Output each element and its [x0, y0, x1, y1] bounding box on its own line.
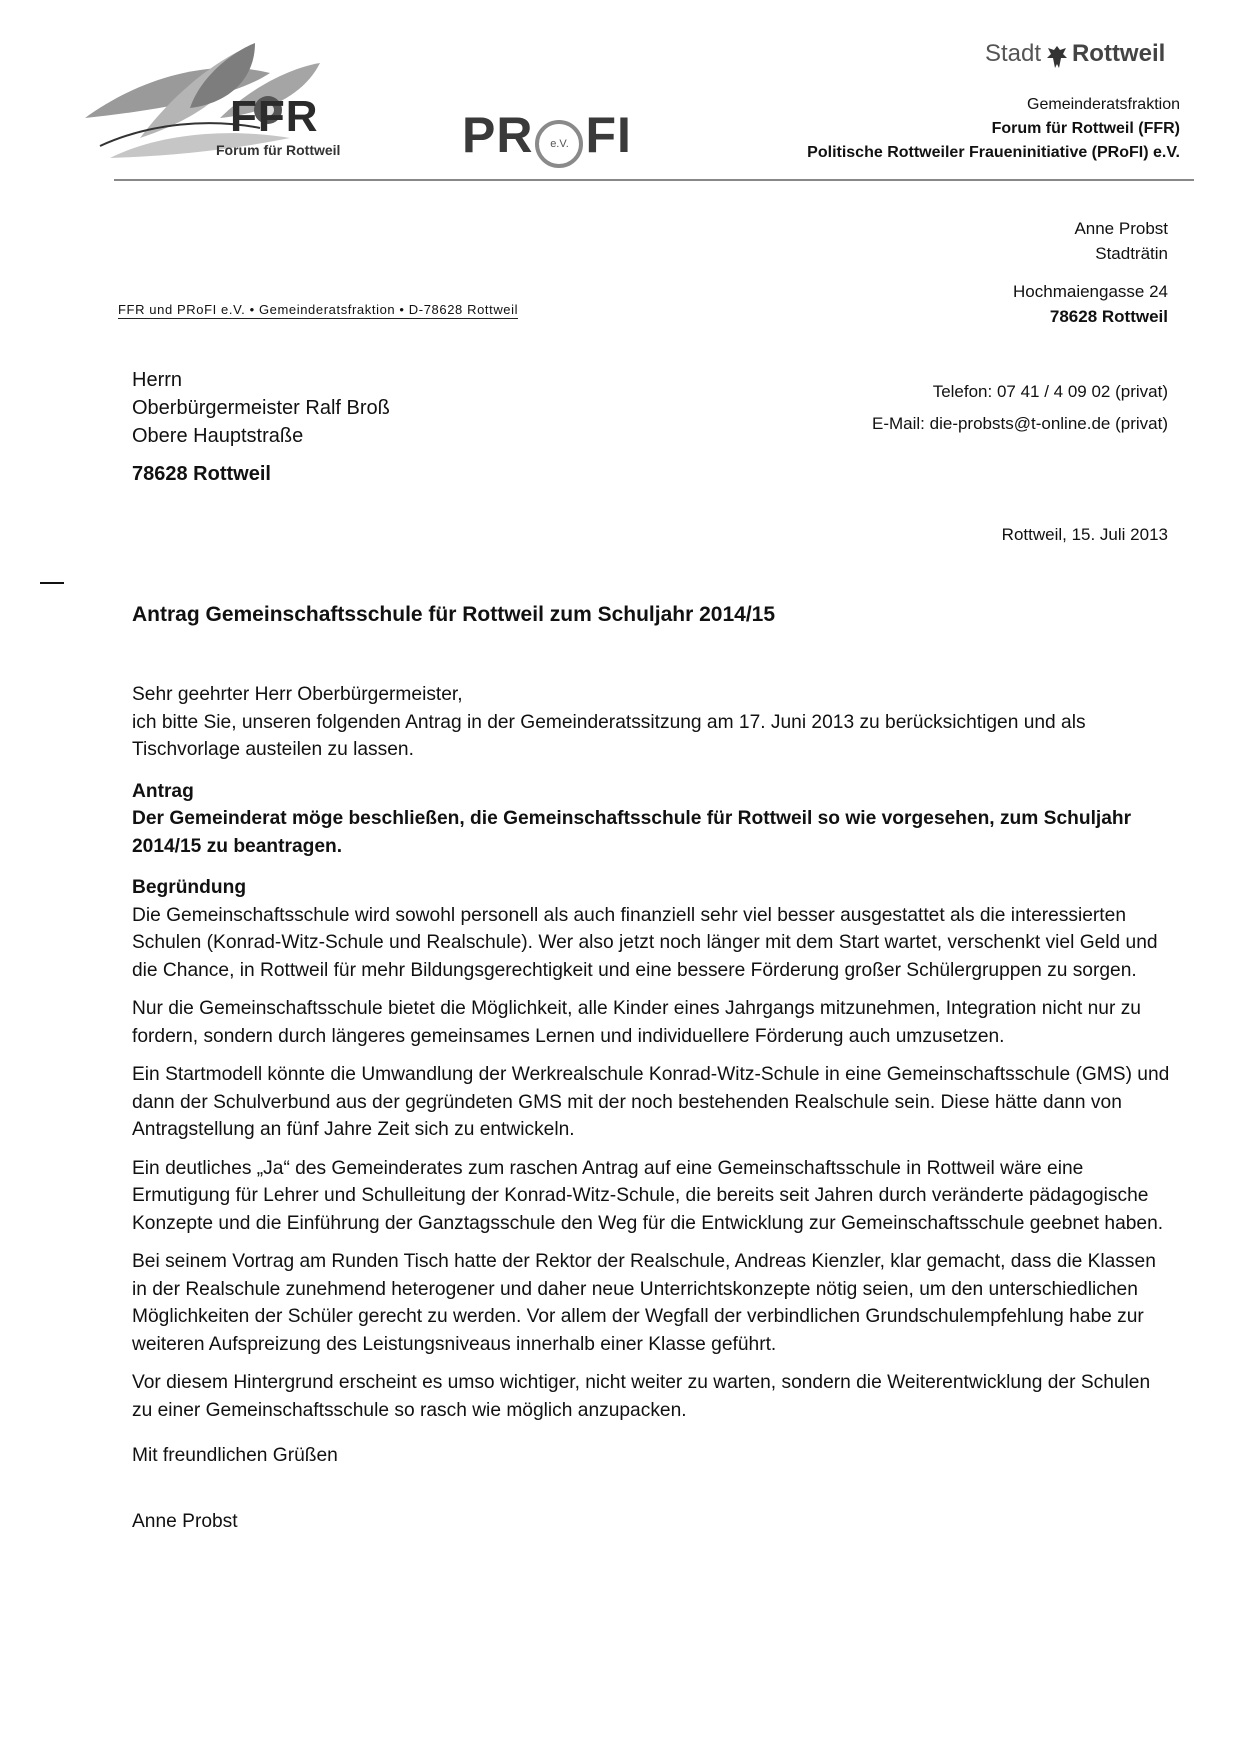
ffr-logo [80, 38, 390, 168]
fold-mark [40, 582, 64, 584]
recipient-city: 78628 Rottweil [132, 463, 271, 485]
motion-text: Der Gemeinderat möge beschließen, die Gemeinschaftsschule für Rottweil so wie vorgesehen, zum Schuljahr 2014/15 zu beantragen. [132, 808, 1132, 857]
sender-street: Hochmaiengasse 24 [1013, 282, 1168, 301]
header-line-ffr: Forum für Rottweil (FFR) [991, 120, 1180, 137]
letter-subject: Antrag Gemeinschaftsschule für Rottweil zum Schuljahr 2014/15 [132, 603, 776, 626]
letter-body [132, 681, 1172, 1535]
ffr-logo-subtitle: Forum für Rottweil [216, 142, 341, 158]
stadt-name: Rottweil [1071, 40, 1166, 67]
return-address: FFR und PRoFI e.V. • Gemeinderatsfraktion • D-78628 Rottweil [118, 302, 519, 317]
letter-date: Rottweil, 15. Juli 2013 [1001, 525, 1168, 544]
profi-logo [462, 106, 642, 166]
profi-logo-suffix: FI [585, 107, 632, 163]
sender-city: 78628 Rottweil [1049, 307, 1168, 326]
recipient-address [132, 366, 390, 488]
stadt-rottweil-logo [985, 40, 1185, 80]
sender-name: Anne Probst [1074, 219, 1168, 238]
reason-paragraph: Bei seinem Vortrag am Runden Tisch hatte der Rektor der Realschule, Andreas Kienzler, klar gemacht, dass die Klassen in der Realschule zunehmend heterogener und daher neue Unterrichtskonzepte nötig seien, um den unterschiedlichen Möglichkeiten der Schüler gerecht zu werden. Vor allem der Wegfall der verbindlichen Grundschulempfehlung habe zur weiteren Aufspreizung des Leistungsniveaus innerhalb einer Klasse geführt. [132, 1251, 1156, 1355]
motion-heading: Antrag [132, 780, 194, 802]
greeting: Sehr geehrter Herr Oberbürgermeister, [132, 684, 463, 705]
reason-heading: Begründung [132, 877, 247, 898]
header-line-profi: Politische Rottweiler Fraueninitiative (PRoFI) e.V. [807, 144, 1180, 161]
recipient-name: Oberbürgermeister Ralf Broß [132, 397, 390, 419]
profi-ev-badge: e.V. [535, 120, 583, 168]
recipient-salutation: Herrn [132, 369, 183, 391]
reason-paragraph: Die Gemeinschaftsschule wird sowohl personell als auch finanziell sehr viel besser ausgestattet als die interessierten Schulen (Konrad-Witz-Schule und Realschule). Wer also jetzt noch länger mit dem Start wartet, verschenkt viel Geld und die Chance, in Rottweil für mehr Bildungsgerechtigkeit und eine bessere Förderung großer Schülergruppen zu sorgen. [132, 904, 1158, 981]
contact-email: E-Mail: die-probsts@t-online.de (privat) [872, 414, 1168, 433]
reason-paragraph: Vor diesem Hintergrund erscheint es umso wichtiger, nicht weiter zu warten, sondern die Weiterentwicklung der Schulen zu einer Gemeinschaftsschule so rasch wie möglich anzupacken. [132, 1372, 1151, 1421]
stadt-prefix: Stadt [985, 40, 1042, 67]
contact-info [872, 376, 1168, 440]
reason-paragraph: Ein deutliches „Ja“ des Gemeinderates zum raschen Antrag auf eine Gemeinschaftsschule in Rottweil wäre eine Ermutigung für Lehrer und Schulleitung der Konrad-Witz-Schule, die bereits seit Jahren durch veränderte pädagogische Konzepte und die Einführung der Ganztagsschule den Weg für die Entwicklung zur Gemeinschaftsschule geebnet haben. [132, 1157, 1164, 1234]
reason-paragraph: Ein Startmodell könnte die Umwandlung der Werkrealschule Konrad-Witz-Schule in eine Gemeinschaftsschule (GMS) und dann der Schulverbund aus der gegründeten GMS mit der noch bestehenden Realschule sein. Diese hätte dann von Antragstellung an fünf Jahre Zeit sich zu entwickeln. [132, 1064, 1170, 1140]
sender-title: Stadträtin [1095, 244, 1168, 263]
recipient-street: Obere Hauptstraße [132, 425, 304, 447]
ffr-logo-text: FFR [230, 92, 319, 141]
eagle-crest-icon [1046, 44, 1068, 70]
header-line-fraction: Gemeinderatsfraktion [1027, 96, 1180, 113]
closing: Mit freundlichen Grüßen [132, 1445, 338, 1466]
profi-logo-prefix: PR [462, 107, 534, 163]
header-divider [114, 179, 1194, 181]
contact-phone: Telefon: 07 41 / 4 09 02 (privat) [932, 382, 1168, 401]
signature: Anne Probst [132, 1510, 238, 1532]
intro-paragraph: ich bitte Sie, unseren folgenden Antrag in der Gemeinderatssitzung am 17. Juni 2013 zu berücksichtigen und als Tischvorlage austeilen zu lassen. [132, 711, 1086, 760]
reason-paragraph: Nur die Gemeinschaftsschule bietet die Möglichkeit, alle Kinder eines Jahrgangs mitzunehmen, Integration nicht nur zu fordern, sondern durch längeres gemeinsames Lernen und individuellere Förderung auch umzusetzen. [132, 998, 1141, 1047]
